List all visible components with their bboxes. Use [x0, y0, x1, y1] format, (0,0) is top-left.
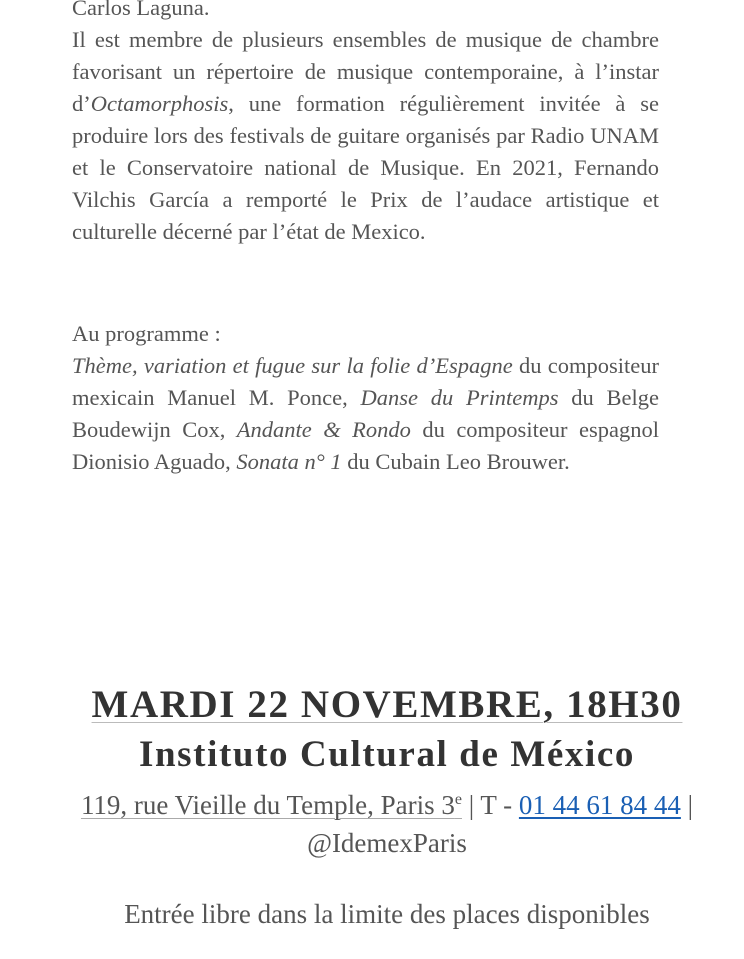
address-text: 119, rue Vieille du Temple, Paris 3 [80, 790, 455, 820]
separator-phone: | T - [461, 790, 519, 820]
bio-section [72, 0, 659, 248]
venue-contact [60, 786, 714, 862]
event-date-heading [0, 682, 744, 728]
program-list [72, 350, 659, 478]
bio-line-top: Carlos Laguna. [72, 0, 210, 20]
venue-name: Instituto Cultural de México [139, 734, 635, 775]
address-superscript: e [454, 791, 462, 808]
program-composer-4: du Cubain Leo Brouwer. [341, 449, 570, 474]
bio-text-b: , une formation régulièrement invitée à se produire lors des festivals de guitare organisés par Radio UNAM et le Conservatoire national de Musique. En 2021, Fernando Vilchis García a remporté le Prix de l’audace artistique et culturelle décerné par l’état de Mexico. [72, 91, 659, 244]
phone-link[interactable]: 01 44 61 84 44 [518, 790, 681, 820]
program-composer-1: du compositeur mexicain Manuel M. Ponce, [72, 353, 659, 410]
program-work-1: Thème, variation et fugue sur la folie d’Espagne [72, 353, 513, 378]
program-composer-3: du compositeur espagnol Dionisio Aguado, [72, 417, 659, 474]
event-date: MARDI 22 NOVEMBRE, 18H30 [91, 683, 683, 726]
program-composer-2: du Belge Boudewijn Cox, [72, 385, 660, 442]
ensemble-name: Octamorphosis [90, 91, 229, 116]
program-work-3: Andante & Rondo [236, 417, 411, 442]
bio-paragraph [72, 24, 659, 248]
entry-notice: Entrée libre dans la limite des places disponibles [124, 899, 650, 929]
social-handle: @IdemexParis [307, 828, 467, 858]
program-heading: Au programme : [72, 321, 221, 346]
bio-text-a: Il est membre de plusieurs ensembles de musique de chambre favorisant un répertoire de musique contemporaine, à l’instar d’ [72, 27, 659, 116]
separator-handle: | [680, 790, 694, 820]
program-work-2: Danse du Printemps [360, 385, 559, 410]
program-work-4: Sonata n° 1 [236, 449, 342, 474]
address-link[interactable] [81, 790, 462, 820]
